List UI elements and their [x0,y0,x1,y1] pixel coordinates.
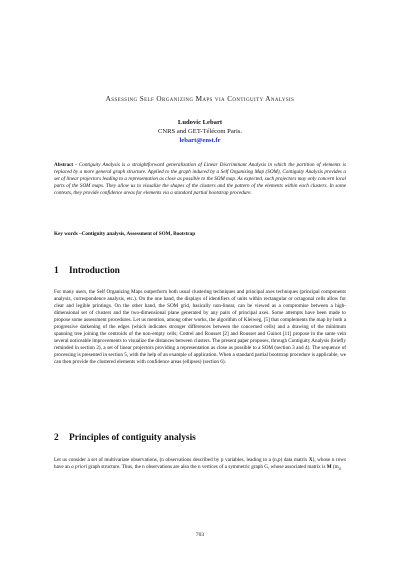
section-heading-contiguity [54,433,196,443]
page-number: 703 [195,532,205,538]
text-run: (m [331,464,339,471]
author-email[interactable]: lebart@enst.fr [179,137,221,144]
section-number: 1 [54,266,59,276]
author-affiliation: CNRS and GET-Télécom Paris. [158,128,242,135]
text-run: ), whose n rows have an [54,457,346,471]
paper-title: Assessing Self Organizing Maps via Contiguity Analysis [105,95,295,103]
abstract-text: Contiguity Analysis is a straightforward generalization of Linear Discriminant Analysis in which the partition of elements is replaced by a more general graph structure. Applied to the graph induced by a Self Organising Map (SOM), Contiguity Analysis provides a set of linear projectors leading to a representation as close as possible to the SOM map. As expected, such projectors may only concern local parts of the SOM maps. They allow us to visualize the shapes of the clusters and the pattern of the elements within each clusters. In some contexts, they provide confidence areas for elements via a standard partial bootstrap procedure. [54,162,346,197]
keywords: Key words –Contiguity analysis, Assessment of SOM, Bootstrap [54,231,196,237]
matrix-symbol: M [326,464,332,471]
section-contiguity-text [54,457,346,473]
author-block [40,118,360,145]
section-heading-introduction [54,266,120,276]
section-title: Principles of contiguity analysis [69,433,196,443]
abstract-label: Abstract - [54,162,77,168]
text-run: graph structure. Thus, the n observations are also the n vertices of a symmetric graph G, whose associated matrix is [87,464,327,471]
matrix-symbol: X [308,457,313,463]
text-run: a priori [71,464,87,471]
section-introduction-text: For many users, the Self Organizing Maps outperform both usual clustering techniques and principal axes techniques (principal components analysis, correspondence analysis, etc.). On the one hand, the displays of identifiers of units within rectangular or octagonal cells allow for clear and legible printings. On the other hand, the SOM grid, basically non-linear, can be viewed as a compromise between a high-dimensional set of clusters and the two-dimensional plane generated by any pairs of principal axes. Some attempts have been made to propose some assessment procedures. Let us mention, among other works, the algorithm of Kleiweg, [5] that complements the map by both a progressive darkening of the edges (which indicates stronger differences between the concerned cells) and a drawing of the minimum spanning tree joining the centroids of the non-empty cells; Cottrel and Rousset [2] and Rousset and Guinot [11] propose in the same vein several noticeable improvements to visualize the distances between clusters. The present paper proposes, through Contiguity Analysis (briefly reminded in section 2), a set of linear projectors providing a representation as close as possible to a SOM (section 3 and 4). The sequence of processing is presented in section 5, with the help of an example of application. When a standard partial bootstrap procedure is applicable, we can then provide the clustered elements with confidence areas (ellipses) (section 6). [54,289,346,366]
text-run: Let us consider a set of multivariate observations, (n observations described by p variables, leading to a (n,p) data matrix [54,457,309,463]
section-number: 2 [54,433,59,443]
author-name: Ludovic Lebart [177,119,223,126]
section-title: Introduction [69,266,120,276]
subscript: ii' [338,467,342,472]
abstract [54,162,346,197]
